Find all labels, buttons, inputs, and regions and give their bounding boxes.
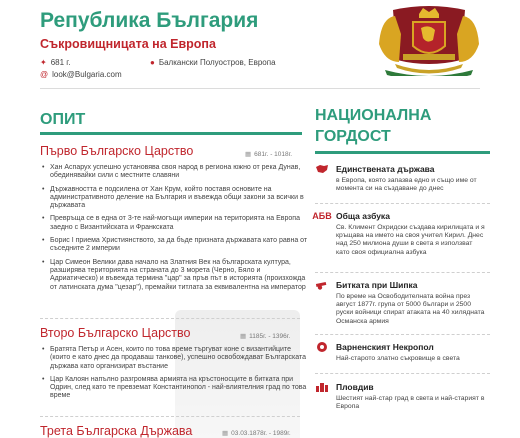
list-item: • Цар Калоян напълно разгромява армията на кръстоносците в битката при Одрин, след като те превземат Константинопол - най-влиятелния град по това време [50,376,310,401]
pride-item [315,279,490,326]
pride-divider [315,203,490,204]
entry-title: Второ Българско Царство [40,326,191,340]
email-value[interactable]: look@Bulgaria.com [52,70,122,79]
entry-date [245,150,292,158]
pride-item-name: Единствената държава [336,163,435,174]
entry-date-value: 03.03.1878г. - 1989г. [231,430,291,437]
treasure-icon [315,341,329,352]
entry-bullets [40,346,310,406]
calendar-icon: ▦ [240,333,247,340]
pride-item [315,163,490,193]
entry-divider [40,318,300,319]
pride-item-desc: Най-старото златно съкровище в света [336,355,460,362]
list-item: • Борис I приема Християнството, за да бъде призната държавата като равна от съседните 2 империи [50,237,310,254]
entry-bullets [40,164,310,297]
page-title: Република България [40,9,259,32]
entry-date-value: 1185г. - 1396г. [249,333,291,340]
pride-item-desc: в Европа, която запазва едно и също име от момента си на създаване до днес [336,177,477,193]
pride-divider [315,272,490,273]
pride-item-name: Обща азбука [336,210,390,221]
entry-title: Трета Българска Държава [40,424,193,438]
pride-item-desc: Св. Климент Охридски създава кирилицата и я кръщава на името на своя учител Кирил. Днес над 250 милиона души в света я използват като своя официална азбука [336,224,485,256]
pride-heading-line1: НАЦИОНАЛНА [315,107,432,124]
calendar-icon: ▦ [245,151,252,158]
header-divider [40,88,480,89]
pride-item-desc: Шестият най-стар град в света и най-старият в Европа [336,395,485,411]
pride-item [315,381,490,411]
list-item: • Превръща се в една от 3-те най-могъщи империи на територията на Европа заедно с Византийската и Франкската [50,215,310,232]
experience-heading: ОПИТ [40,111,86,128]
pride-item-desc: По време на Освободителната война през август 1877г. група от 5000 българи и 2500 руски войници спират атаката на 40 хилядната Османска армия [336,293,485,325]
list-item: • Братята Петър и Асен, които по това време търгуват коне с византийците (които е като днес да продаваш танкове), успешно освобождават Българската държава като организират въстание [50,346,310,371]
page-subtitle: Съкровищницата на Европа [40,37,216,51]
email-meta[interactable] [40,70,122,79]
header [40,8,360,51]
location-value: Балкански Полуостров, Европа [158,58,276,67]
pride-heading-line2: ГОРДОСТ [315,128,391,145]
entry-date [240,332,290,340]
founded-meta [40,58,70,67]
list-item: • Хан Аспарух успешно установява своя народ в региона южно от река Дунав, обединявайки сили с местните славяни [50,164,310,181]
location-pin-icon: ● [150,58,155,67]
map-icon [315,163,329,174]
pride-item-name: Варненският Некропол [336,341,434,352]
cannon-icon [315,279,329,290]
entry-date [222,429,291,437]
pride-divider [315,334,490,335]
alphabet-icon: АБВ [312,210,332,221]
at-icon: @ [40,70,49,79]
pride-rule [315,151,490,154]
pride-item [315,341,490,363]
pride-divider [315,373,490,374]
location-meta [150,58,276,67]
entry-title: Първо Българско Царство [40,144,194,158]
flag-icon: ✦ [40,58,47,67]
entry-date-value: 681г. - 1018г. [254,151,293,158]
experience-rule [40,132,302,135]
calendar-icon: ▦ [222,430,229,437]
pride-item-name: Пловдив [336,381,374,392]
list-item: • Цар Симеон Велики дава начало на Златния Век на българската култура, разширява територията на страната до 3 морета (Черно, Бяло и Адриатическо) и въвежда термина "цар" за пръв път в историята (произхожда от латинската дума "цезар"), премайки титлата за еквивалентна на император [50,259,310,292]
pride-item [312,210,490,257]
entry-divider [40,416,300,417]
city-icon [315,381,329,392]
pride-item-name: Битката при Шипка [336,279,418,290]
coat-of-arms-icon [375,4,483,76]
list-item: • Държавността е подсилена от Хан Крум, който поставя основите на административното деление на България и въвежда общи закони за всички в държавата [50,186,310,211]
founded-value: 681 г. [50,58,71,67]
